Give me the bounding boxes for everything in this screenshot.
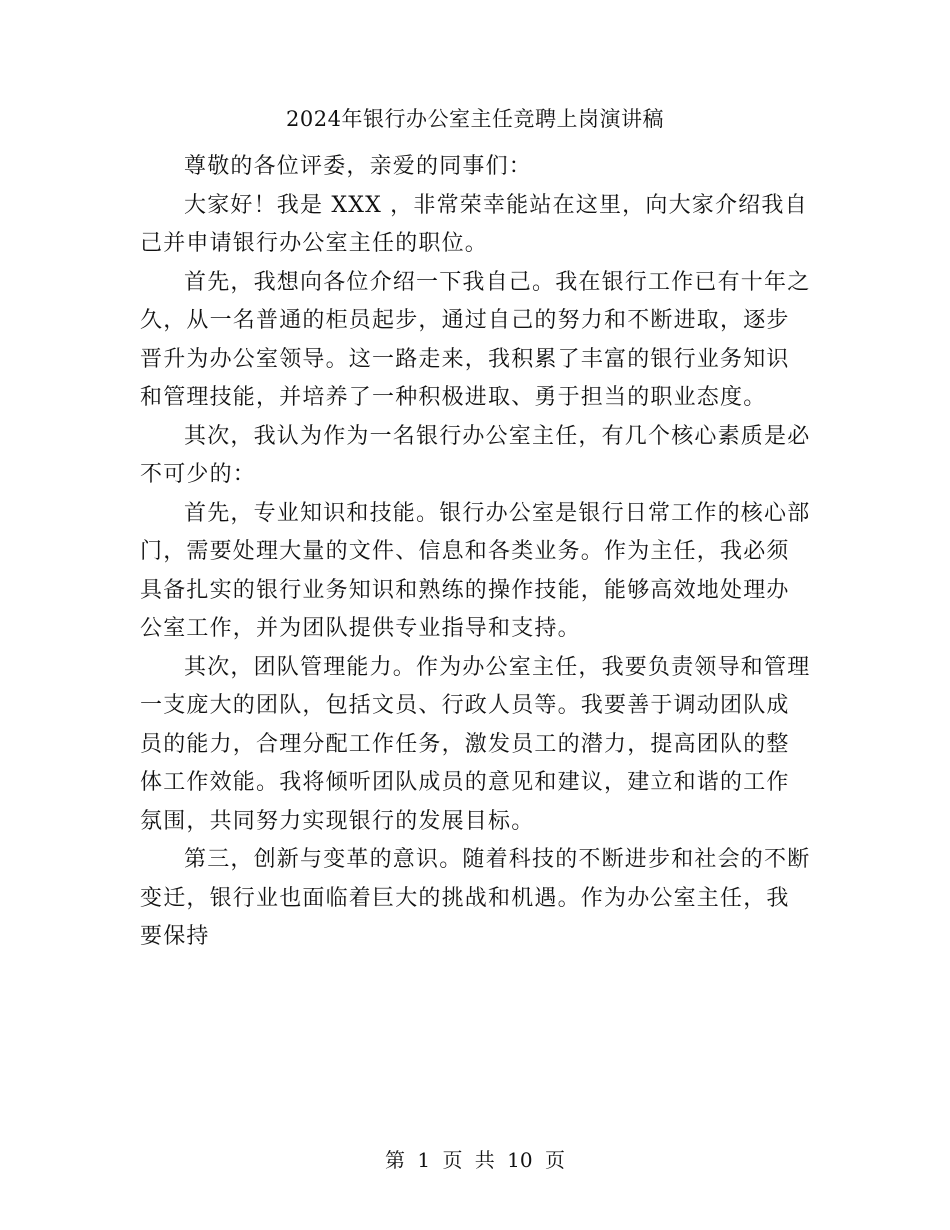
document-body [140, 148, 812, 957]
paragraph-greeting: 大家好！我是 XXX ，非常荣幸能站在这里，向大家介绍我自己并申请银行办公室主任的职位。 [140, 192, 808, 256]
document-title: 2024年银行办公室主任竞聘上岗演讲稿 [286, 107, 664, 131]
paragraph-salutation: 尊敬的各位评委，亲爱的同事们： [184, 154, 533, 179]
paragraph-core-qualities: 其次，我认为作为一名银行办公室主任，有几个核心素质是必不可少的： [140, 423, 811, 487]
paragraph-team-management: 其次，团队管理能力。作为办公室主任，我要负责领导和管理一支庞大的团队，包括文员、行政人员等。我要善于调动团队成员的能力，合理分配工作任务，激发员工的潜力，提高团队的整体工作效能。我将倾听团队成员的意见和建议，建立和谐的工作氛围，共同努力实现银行的发展目标。 [140, 654, 811, 834]
paragraph-self-intro: 首先，我想向各位介绍一下我自己。我在银行工作已有十年之久，从一名普通的柜员起步，通过自己的努力和不断进取，逐步晋升为办公室领导。这一路走来，我积累了丰富的银行业务知识和管理技能，并培养了一种积极进取、勇于担当的职业态度。 [140, 269, 811, 410]
page-footer: 第 1 页 共 10 页 [385, 1148, 565, 1172]
paragraph-innovation: 第三，创新与变革的意识。随着科技的不断进步和社会的不断变迁，银行业也面临着巨大的挑战和机遇。作为办公室主任，我要保持 [140, 847, 811, 949]
paragraph-professional-skills: 首先，专业知识和技能。银行办公室是银行日常工作的核心部门，需要处理大量的文件、信息和各类业务。作为主任，我必须具备扎实的银行业务知识和熟练的操作技能，能够高效地处理办公室工作，并为团队提供专业指导和支持。 [140, 500, 811, 641]
